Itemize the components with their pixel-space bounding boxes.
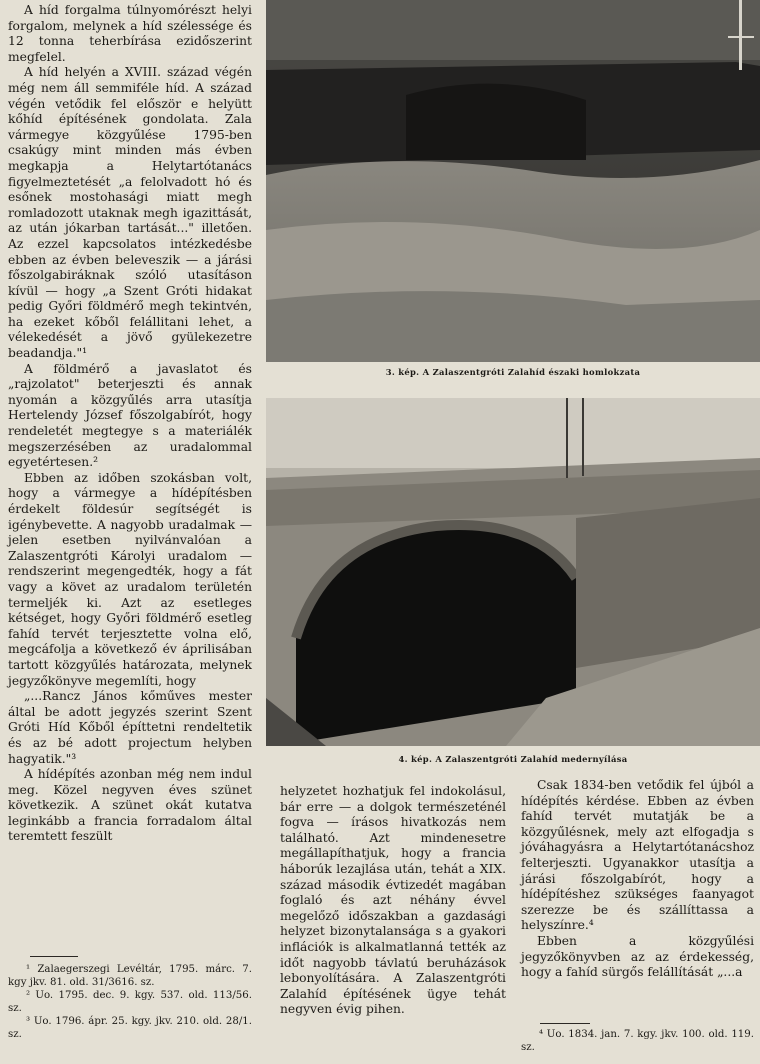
paragraph: A földmérő a javaslatot és „rajzolatot" beterjeszti és annak nyomán a közgyűlés arra utasítja Hertelendy József főszolgabírót, hogy rendeletét megtegye s a materiálék megszerzésében az uradalommal egyetértesen.² — [8, 361, 252, 470]
footnote-divider — [540, 1023, 590, 1024]
quotation-paragraph: „...Rancz János kőműves mester által be adott jegyzés szerint Szent Gróti Híd Kőből építtetni rendeltetik és az bé adott projectum helyben hagyatik."³ — [8, 689, 252, 766]
footnote: ¹ Zalaegerszegi Levéltár, 1795. márc. 7. kgy jkv. 81. old. 31/3616. sz. — [8, 964, 252, 988]
footnote: ³ Uo. 1796. ápr. 25. kgy. jkv. 210. old. 28/1. sz. — [8, 1016, 252, 1040]
figure-4-caption: 4. kép. A Zalaszentgróti Zalahíd medernyílása — [398, 754, 628, 764]
paragraph: Ebben a közgyűlési jegyzőkönyvben az az érdekesség, hogy a fahíd sürgős felállítását „...a — [521, 933, 754, 980]
bridge-north-facade-photo — [266, 0, 760, 362]
figure-3-caption: 3. kép. A Zalaszentgróti Zalahíd északi homlokzata — [385, 367, 641, 377]
paragraph: A híd forgalma túlnyomórészt helyi forgalom, melynek a híd szélessége és 12 tonna teherbírása ezidőszerint megfelel. — [8, 3, 252, 64]
paragraph: Ebben az időben szokásban volt, hogy a vármegye a hídépítésben érdekelt földesúr segítségét is igénybevette. A nagyobb uradalmak — jelen esetben nyilvánvalóan a Zalaszentgróti Károlyi uradalom — rendszerint megengedték, hogy a fát vagy a követ az uradalom területén termeljék ki. Azt az esetleges kétséget, hogy Győri földmérő esetleg fahíd tervét terjesztette volna elő, megcáfolja a következő év áprilisában tartott közgyűlés határozata, melynek jegyzőkönyve megemlíti, hogy — [8, 470, 252, 688]
paragraph: A híd helyén a XVIII. század végén még nem áll semmiféle híd. A század végén vetődik fel először e helyütt kőhíd építésének gondolata. Zala vármegye közgyűlése 1795-ben csakúgy mint minden más évben megkapja a Helytartótanács figyelmeztetését „a felolvadott hó és esőnek mostohasági miatt megh romladozott utaknak megh igazittását, az után jókarban tartását..." illetően. Az ezzel kapcsolatos intézkedésbe ebben az évben beleveszik — a járási főszolgabiráknak szóló utasításon kívül — hogy „a Szent Gróti hidakat pedig Győri földmérő megh tekintvén, ha ezeket kőből felállitani lehet, a vélekedését a jövő gyülekezetre beadandja."¹ — [8, 65, 252, 361]
right-footnotes — [521, 1028, 754, 1054]
footnote: ² Uo. 1795. dec. 9. kgy. 537. old. 113/56. sz. — [8, 990, 252, 1014]
footnote: ⁴ Uo. 1834. jan. 7. kgy. jkv. 100. old. 119. sz. — [521, 1029, 754, 1053]
paragraph: helyzetet hozhatjuk fel indokolásul, bár erre — a dolgok természeténél fogva — írásos hivatkozás nem található. Azt mindenesetre megállapíthatjuk, hogy a francia háborúk lezajlása után, tehát a XIX. század második évtizedét magában foglaló és azt néhány évvel megelőző időszakban a gazdasági helyzet bizonytalansága s a gyakori inflációk is alkalmatlanná tették az időt nagyobb távlatú beruházások lebonyolítására. A Zalaszentgróti Zalahíd építésének ügye tehát negyven évig pihen. — [280, 784, 506, 1017]
left-column — [8, 3, 252, 845]
paragraph: Csak 1834-ben vetődik fel újból a hídépítés kérdése. Ebben az évben fahíd tervét mutatják be a közgyűlésnek, mely azt elfogadja s jóváhagyásra a Helytartótanácshoz felterjeszti. Ugyanakkor utasítja a járási főszolgabírót, hogy a hídépítéshez szükséges faanyagot szerezze be és szállíttassa a helyszínre.⁴ — [521, 778, 754, 933]
right-column — [521, 778, 754, 981]
bridge-arch-opening-photo — [266, 398, 760, 746]
footnote-divider — [30, 956, 78, 957]
paragraph: A hídépítés azonban még nem indul meg. Közel negyven éves szünet következik. A szünet okát kutatva leginkább a francia forradalom által teremtett feszült — [8, 767, 252, 844]
left-footnotes — [8, 963, 252, 1041]
middle-column — [280, 784, 506, 1018]
